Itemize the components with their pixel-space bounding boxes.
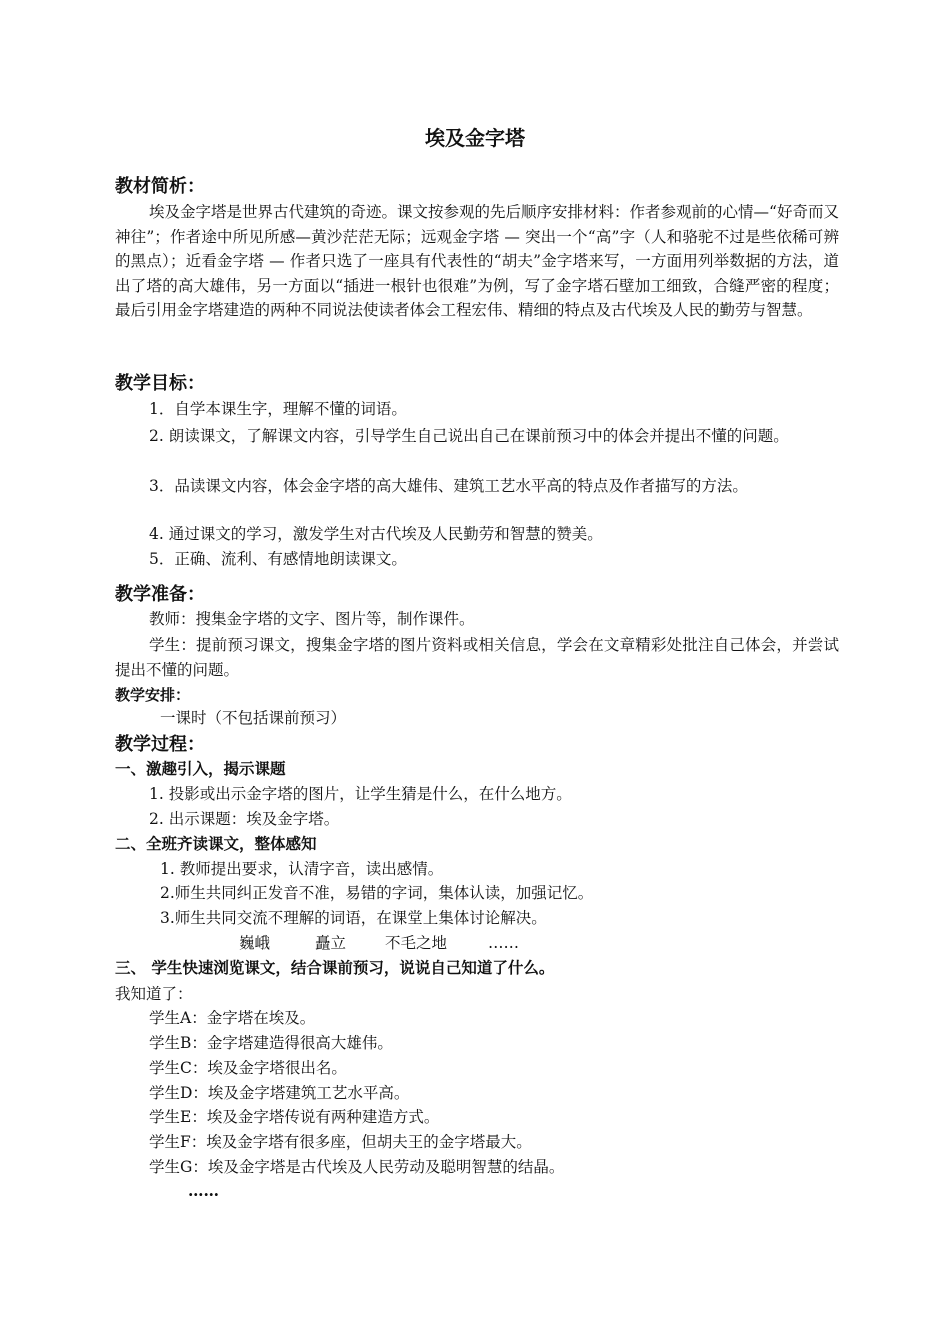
goal-item: 1．自学本课生字，理解不懂的词语。 xyxy=(149,400,407,418)
goals-heading: 教学目标： xyxy=(115,373,205,394)
goal-item: 3．品读课文内容，体会金字塔的高大雄伟、建筑工艺水平高的特点及作者描写的方法。 xyxy=(149,477,748,495)
prep-heading: 教学准备： xyxy=(115,584,205,605)
student-answer: 学生A：金字塔在埃及。 xyxy=(149,1009,316,1027)
student-answer: 学生E：埃及金字塔传说有两种建造方式。 xyxy=(149,1108,440,1126)
vocab-word: 巍峨 xyxy=(239,934,271,952)
student-answer: 学生C：埃及金字塔很出名。 xyxy=(149,1059,347,1077)
vocab-ellipsis: …… xyxy=(488,934,519,952)
part2-heading: 二、全班齐读课文，整体感知 xyxy=(115,835,317,853)
process-heading: 教学过程： xyxy=(115,734,205,755)
student-answer: 学生G：埃及金字塔是古代埃及人民劳动及聪明智慧的结晶。 xyxy=(149,1158,565,1176)
part3-heading: 三、 学生快速浏览课文，结合课前预习，说说自己知道了什么。 xyxy=(115,959,555,977)
student-answer: 学生D：埃及金字塔建筑工艺水平高。 xyxy=(149,1084,410,1102)
part3-intro: 我知道了： xyxy=(115,985,193,1003)
prep-student: 学生：提前预习课文，搜集金字塔的图片资料或相关信息，学会在文章精彩处批注自己体会，并尝试提出不懂的问题。 xyxy=(115,636,839,679)
goal-item: 5．正确、流利、有感情地朗读课文。 xyxy=(149,550,407,568)
vocab-word: 不毛之地 xyxy=(385,934,448,952)
goal-item: 4. 通过课文的学习，激发学生对古代埃及人民勤劳和智慧的赞美。 xyxy=(149,525,603,543)
analysis-heading: 教材简析： xyxy=(115,176,205,197)
schedule-heading: 教学安排： xyxy=(115,686,191,704)
answers-ellipsis: …… xyxy=(188,1181,219,1200)
goal-item: 2. 朗读课文，了解课文内容，引导学生自己说出自己在课前预习中的体会并提出不懂的问题。 xyxy=(149,427,789,445)
student-answer: 学生F：埃及金字塔有很多座，但胡夫王的金字塔最大。 xyxy=(149,1133,532,1151)
part1-item: 1. 投影或出示金字塔的图片，让学生猜是什么，在什么地方。 xyxy=(149,785,572,803)
analysis-paragraph: 埃及金字塔是世界古代建筑的奇迹。课文按参观的先后顺序安排材料：作者参观前的心情—“好奇而又神往”；作者途中所见所感—黄沙茫茫无际；远观金字塔 — 突出一个“高”字（人和骆驼不过是些依稀可辨的黑点）；近看金字塔 — 作者只选了一座具有代表性的“胡夫”金字塔来写，一方面用列举数据的方法，道出了塔的高大雄伟，另一方面以“插进一根针也很难”为例，写了金字塔石壁加工细致，合缝严密的程度；最后引用金字塔建造的两种不同说法使读者体会工程宏伟、精细的特点及古代埃及人民的勤劳与智慧。 xyxy=(115,203,839,320)
part2-item: 1. 教师提出要求，认清字音，读出感情。 xyxy=(160,860,444,878)
part2-item: 2.师生共同纠正发音不准，易错的字词，集体认读，加强记忆。 xyxy=(160,884,594,902)
part1-item: 2. 出示课题：埃及金字塔。 xyxy=(149,810,340,828)
student-answer: 学生B：金字塔建造得很高大雄伟。 xyxy=(149,1034,393,1052)
prep-teacher: 教师：搜集金字塔的文字、图片等，制作课件。 xyxy=(149,610,475,628)
part2-item: 3.师生共同交流不理解的词语，在课堂上集体讨论解决。 xyxy=(160,909,547,927)
schedule-text: 一课时（不包括课前预习） xyxy=(160,709,347,727)
part1-heading: 一、激趣引入，揭示课题 xyxy=(115,760,286,778)
document-title: 埃及金字塔 xyxy=(425,126,525,150)
vocab-word: 矗立 xyxy=(315,934,347,952)
